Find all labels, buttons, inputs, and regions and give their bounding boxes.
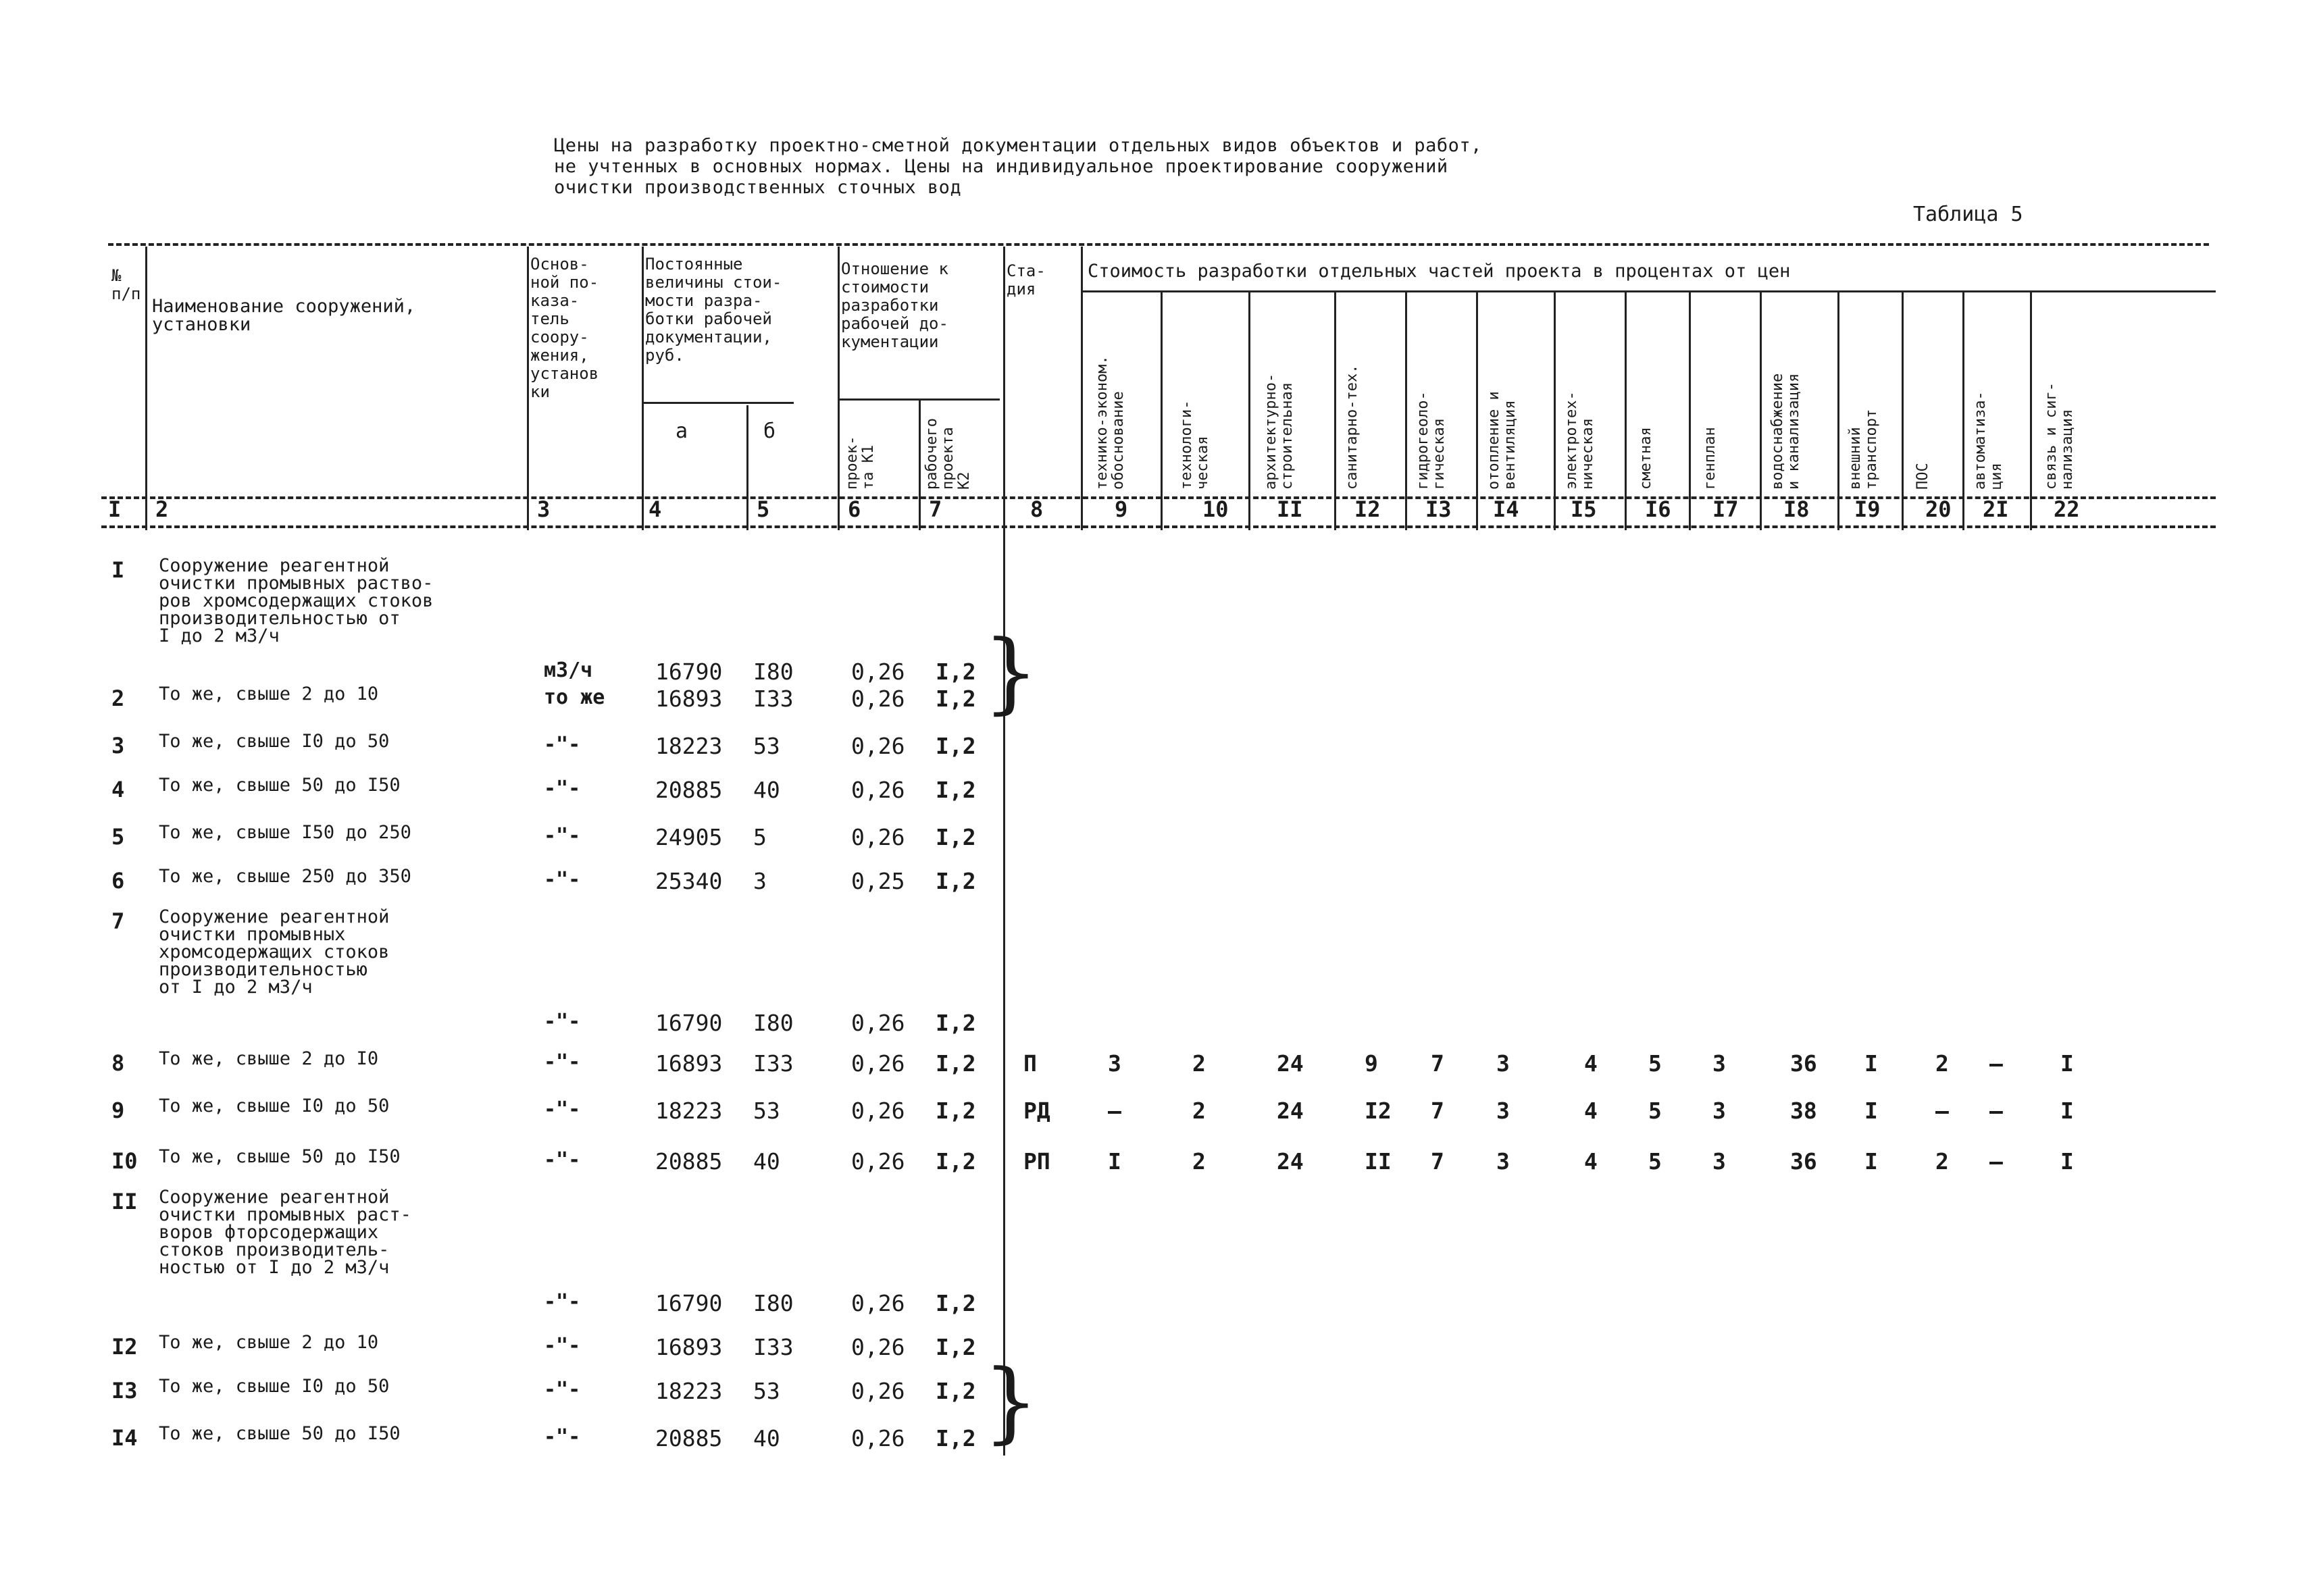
row-percent: 7: [1431, 1098, 1444, 1124]
row-value-b: 40: [753, 1425, 780, 1451]
row-percent: 2: [1192, 1050, 1206, 1077]
header-col-4-5: Постоянные величины стои- мости разра- ботки рабочей документации, руб.: [645, 255, 782, 365]
row-k1: 0,26: [851, 686, 905, 712]
row-number: I: [111, 557, 125, 583]
row-percent: 5: [1648, 1148, 1662, 1175]
row-number: 6: [111, 868, 125, 894]
row-percent: 5: [1648, 1098, 1662, 1124]
row-k2: I,2: [936, 1098, 976, 1124]
row-k1: 0,26: [851, 1148, 905, 1175]
row-number: 8: [111, 1050, 125, 1076]
vline-1: [145, 247, 147, 530]
row-value-a: 18223: [655, 1098, 723, 1124]
row-percent: 2: [1192, 1098, 1206, 1124]
row-unit: -"-: [544, 1098, 581, 1121]
row-number: I4: [111, 1425, 138, 1451]
row-k1: 0,26: [851, 1334, 905, 1360]
header-bottom-rule-2: [101, 525, 2216, 528]
row-percent: I: [2060, 1050, 2074, 1077]
row-value-b: I80: [753, 1290, 794, 1316]
header-col-13: гидрогеоло- гическая: [1415, 391, 1448, 490]
row-unit: -"-: [544, 1050, 581, 1074]
row-value-a: 18223: [655, 733, 723, 759]
column-number: I7: [1712, 496, 1739, 522]
row-unit: -"-: [544, 824, 581, 848]
column-number: I2: [1354, 496, 1381, 522]
row-value-b: 53: [753, 733, 780, 759]
column-number: 20: [1925, 496, 1952, 522]
vline-15: [1625, 290, 1627, 530]
row-value-a: 16893: [655, 1050, 723, 1077]
row-name: Сооружение реагентной очистки промывных хромсодержащих стоков производительностью от I до 2 м3/ч: [159, 906, 390, 998]
column-number: 8: [1030, 496, 1044, 522]
vline-18: [1837, 290, 1839, 530]
row-k2: I,2: [936, 777, 976, 803]
row-k2: I,2: [936, 1334, 976, 1360]
row-percent: 2: [1935, 1148, 1949, 1175]
row-unit: -"-: [544, 1378, 581, 1401]
row-percent: 4: [1584, 1148, 1598, 1175]
header-col-9-22: Стоимость разработки отдельных частей проекта в процентах от цен: [1088, 261, 1791, 282]
header-col-7: рабочего проекта К2: [923, 418, 973, 490]
column-number: I4: [1493, 496, 1519, 522]
row-number: 3: [111, 733, 125, 758]
row-number: 5: [111, 824, 125, 850]
vline-17: [1760, 290, 1762, 530]
row-number: II: [111, 1189, 138, 1214]
header-col-5: б: [763, 419, 776, 443]
row-name: То же, свыше 50 до I50: [159, 1423, 401, 1444]
row-unit: м3/ч: [544, 659, 593, 682]
row-k2: I,2: [936, 1148, 976, 1175]
header-col-20: ПОС: [1914, 463, 1931, 490]
column-number: I3: [1425, 496, 1452, 522]
row-name: То же, свыше 250 до 350: [159, 866, 411, 887]
row-unit: -"-: [544, 1290, 581, 1314]
header-group-rule: [1081, 290, 2216, 292]
row-unit: -"-: [544, 777, 581, 800]
row-percent: 7: [1431, 1148, 1444, 1175]
row-percent: 4: [1584, 1050, 1598, 1077]
row-unit: -"-: [544, 733, 581, 756]
row-k2: I,2: [936, 1378, 976, 1404]
row-value-b: I33: [753, 1334, 794, 1360]
row-k1: 0,26: [851, 777, 905, 803]
row-k2: I,2: [936, 1010, 976, 1036]
row-name: То же, свыше 2 до 10: [159, 1332, 379, 1353]
caption-line-2: не учтенных в основных нормах. Цены на индивидуальное проектирование сооружений: [554, 156, 1448, 177]
row-percent: –: [1108, 1098, 1121, 1124]
row-value-b: I33: [753, 686, 794, 712]
row-percent: 36: [1790, 1050, 1817, 1077]
vline-6: [919, 398, 921, 530]
row-k1: 0,26: [851, 824, 905, 850]
row-k1: 0,26: [851, 659, 905, 685]
row-value-b: I80: [753, 1010, 794, 1036]
row-k2: I,2: [936, 1050, 976, 1077]
vline-8: [1081, 247, 1083, 530]
row-value-a: 16893: [655, 686, 723, 712]
vline-2: [527, 247, 529, 530]
row-percent: 38: [1790, 1098, 1817, 1124]
header-col-2: Наименование сооружений, установки: [152, 296, 416, 335]
vline-19: [1902, 290, 1904, 530]
row-value-b: 3: [753, 868, 767, 894]
row-percent: 9: [1365, 1050, 1378, 1077]
row-number: I0: [111, 1148, 138, 1174]
vline-16: [1689, 290, 1691, 530]
row-number: 4: [111, 777, 125, 802]
row-name: То же, свыше I0 до 50: [159, 731, 390, 752]
row-unit: то же: [544, 686, 605, 709]
vline-21: [2030, 290, 2032, 530]
row-percent: –: [1989, 1050, 2003, 1077]
row-number: I2: [111, 1334, 138, 1360]
column-number: 2: [155, 496, 169, 522]
row-value-a: 16790: [655, 1290, 723, 1316]
row-name: То же, свыше 50 до I50: [159, 775, 401, 796]
row-percent: 2: [1935, 1050, 1949, 1077]
row-value-b: I33: [753, 1050, 794, 1077]
header-col-6-7: Отношение к стоимости разработки рабочей до- кументации: [841, 259, 948, 351]
row-k1: 0,26: [851, 1098, 905, 1124]
row-percent: I: [1864, 1148, 1878, 1175]
header-col-11: архитектурно- строительная: [1263, 373, 1296, 490]
row-k2: I,2: [936, 824, 976, 850]
row-value-a: 24905: [655, 824, 723, 850]
row-unit: -"-: [544, 1425, 581, 1449]
row-unit: -"-: [544, 1148, 581, 1172]
row-name: То же, свыше I50 до 250: [159, 822, 411, 843]
row-k1: 0,26: [851, 1378, 905, 1404]
row-percent: 3: [1496, 1050, 1510, 1077]
row-percent: I2: [1365, 1098, 1392, 1124]
column-number: 7: [929, 496, 942, 522]
vline-7: [1003, 247, 1005, 1456]
row-stage: РД: [1023, 1098, 1050, 1124]
row-value-b: 40: [753, 1148, 780, 1175]
row-k1: 0,26: [851, 1010, 905, 1036]
column-number: 5: [757, 496, 770, 522]
row-percent: 7: [1431, 1050, 1444, 1077]
column-number: II: [1277, 496, 1303, 522]
row-number: I3: [111, 1378, 138, 1404]
vline-20: [1962, 290, 1964, 530]
header-col-10: технологи- ческая: [1178, 400, 1211, 490]
column-number: 10: [1202, 496, 1229, 522]
row-value-a: 20885: [655, 777, 723, 803]
header-col-15: электротех- ническая: [1563, 391, 1596, 490]
row-k1: 0,26: [851, 1425, 905, 1451]
vline-14: [1554, 290, 1556, 530]
row-value-b: 53: [753, 1098, 780, 1124]
vline-4: [746, 405, 748, 530]
row-name: То же, свыше I0 до 50: [159, 1096, 390, 1116]
row-percent: –: [1935, 1098, 1949, 1124]
vline-9: [1161, 290, 1163, 530]
header-col-19: внешний транспорт: [1847, 409, 1880, 490]
vline-11: [1334, 290, 1336, 530]
row-unit: -"-: [544, 868, 581, 892]
row-percent: 24: [1277, 1098, 1304, 1124]
row-percent: –: [1989, 1148, 2003, 1175]
row-unit: -"-: [544, 1334, 581, 1358]
row-k2: I,2: [936, 686, 976, 712]
header-col-17: генплан: [1702, 427, 1719, 490]
row-k1: 0,26: [851, 1290, 905, 1316]
row-k2: I,2: [936, 868, 976, 894]
row-value-a: 20885: [655, 1425, 723, 1451]
column-number: 4: [649, 496, 662, 522]
header-top-rule: [108, 243, 2209, 246]
row-name: То же, свыше 2 до 10: [159, 684, 379, 704]
column-number: 22: [2054, 496, 2080, 522]
row-value-b: 5: [753, 824, 767, 850]
caption-line-3: очистки производственных сточных вод: [554, 177, 962, 198]
header-bottom-rule-1: [101, 496, 2216, 499]
row-percent: I: [2060, 1148, 2074, 1175]
table-caption: [554, 135, 1736, 198]
column-number: 2I: [1983, 496, 2009, 522]
vline-12: [1405, 290, 1407, 530]
row-value-a: 18223: [655, 1378, 723, 1404]
row-k2: I,2: [936, 733, 976, 759]
header-col-9: технико-эконом. обоснование: [1094, 355, 1127, 490]
row-name: Сооружение реагентной очистки промывных раст- воров фторсодержащих стоков производитель- ностью от I до 2 м3/ч: [159, 1187, 411, 1278]
row-name: То же, свыше I0 до 50: [159, 1376, 390, 1397]
header-col-16: сметная: [1637, 427, 1654, 490]
row-percent: 24: [1277, 1148, 1304, 1175]
row-number: 2: [111, 686, 125, 711]
row-percent: 24: [1277, 1050, 1304, 1077]
row-percent: I: [1864, 1050, 1878, 1077]
brace-top: }: [983, 621, 1039, 723]
row-stage: РП: [1023, 1148, 1050, 1175]
column-number: I: [108, 496, 122, 522]
row-percent: –: [1989, 1098, 2003, 1124]
row-percent: 36: [1790, 1148, 1817, 1175]
column-number: I8: [1783, 496, 1810, 522]
row-percent: 3: [1712, 1148, 1726, 1175]
row-number: 9: [111, 1098, 125, 1123]
column-number: I9: [1854, 496, 1881, 522]
row-k2: I,2: [936, 659, 976, 685]
header-col-4: а: [676, 419, 688, 443]
row-unit: -"-: [544, 1010, 581, 1033]
table-label: Таблица 5: [1913, 203, 2023, 226]
row-value-a: 20885: [655, 1148, 723, 1175]
vline-3: [642, 247, 644, 530]
header-col-22: связь и сиг- нализация: [2043, 382, 2076, 490]
header-col-1: № п/п: [111, 266, 141, 303]
caption-line-1: Цены на разработку проектно-сметной документации отдельных видов объектов и работ,: [554, 135, 1482, 156]
row-value-b: 40: [753, 777, 780, 803]
row-k1: 0,25: [851, 868, 905, 894]
row-name: То же, свыше 2 до I0: [159, 1048, 379, 1069]
row-value-a: 25340: [655, 868, 723, 894]
row-value-a: 16893: [655, 1334, 723, 1360]
column-number: 9: [1115, 496, 1128, 522]
row-stage: П: [1023, 1050, 1037, 1077]
row-percent: 3: [1496, 1098, 1510, 1124]
row-number: 7: [111, 908, 125, 934]
header-col-6: проек- та К1: [844, 436, 877, 490]
row-k1: 0,26: [851, 733, 905, 759]
vline-10: [1248, 290, 1250, 530]
column-number: 3: [537, 496, 551, 522]
header-col-3: Основ- ной по- каза- тель соору- жения, установ ки: [530, 255, 599, 401]
row-value-b: 53: [753, 1378, 780, 1404]
row-percent: II: [1365, 1148, 1392, 1175]
row-value-a: 16790: [655, 659, 723, 685]
row-percent: I: [1108, 1148, 1121, 1175]
row-percent: 4: [1584, 1098, 1598, 1124]
row-k2: I,2: [936, 1425, 976, 1451]
row-percent: 3: [1108, 1050, 1121, 1077]
row-percent: 3: [1712, 1098, 1726, 1124]
row-percent: 3: [1496, 1148, 1510, 1175]
row-percent: 3: [1712, 1050, 1726, 1077]
header-sub-rule-ab: [642, 402, 794, 404]
column-number: I6: [1645, 496, 1671, 522]
row-name: Сооружение реагентной очистки промывных раство- ров хромсодержащих стоков производительностью от I до 2 м3/ч: [159, 555, 434, 646]
row-k2: I,2: [936, 1290, 976, 1316]
brace-bottom: }: [983, 1350, 1039, 1453]
column-number: I5: [1571, 496, 1597, 522]
header-col-21: автоматиза- ция: [1972, 391, 2005, 490]
header-col-18: водоснабжение и канализация: [1769, 373, 1802, 490]
header-col-14: отопление и вентиляция: [1485, 391, 1519, 490]
vline-5: [838, 247, 840, 530]
row-percent: I: [2060, 1098, 2074, 1124]
header-col-8: Ста- дия: [1007, 261, 1046, 299]
row-value-b: I80: [753, 659, 794, 685]
vline-13: [1476, 290, 1478, 530]
row-percent: 2: [1192, 1148, 1206, 1175]
header-col-12: санитарно-тех.: [1344, 364, 1361, 490]
column-number: 6: [848, 496, 861, 522]
row-value-a: 16790: [655, 1010, 723, 1036]
row-percent: 5: [1648, 1050, 1662, 1077]
row-percent: I: [1864, 1098, 1878, 1124]
row-k1: 0,26: [851, 1050, 905, 1077]
row-name: То же, свыше 50 до I50: [159, 1146, 401, 1167]
